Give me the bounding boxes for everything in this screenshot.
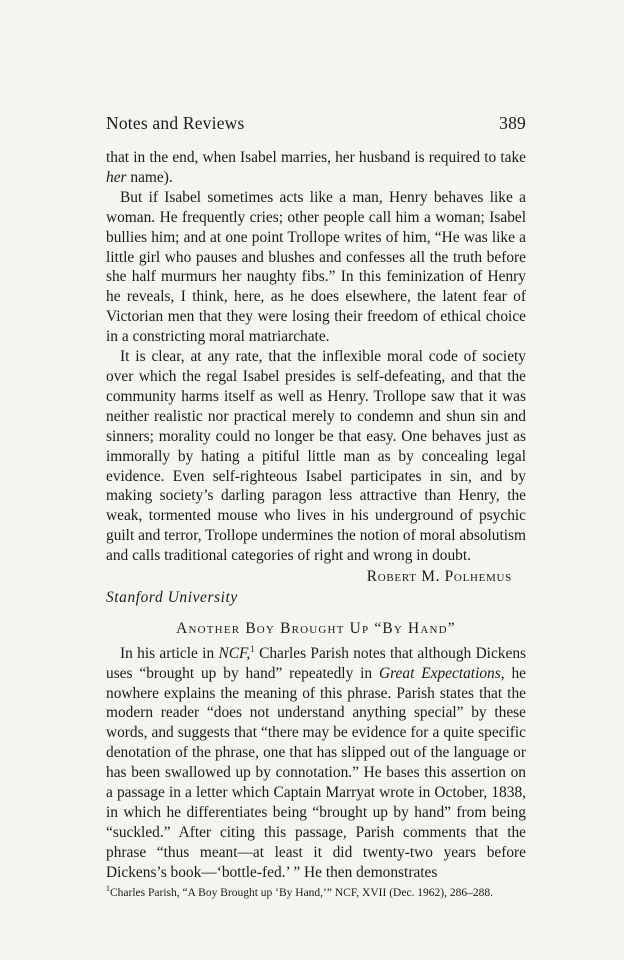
footnote-reference: 1: [250, 643, 255, 654]
paragraph: [106, 644, 526, 883]
page-number: 389: [499, 113, 526, 133]
paragraph-text: he nowhere explains the meaning of this phrase. Parish states that the modern reader “does not understand anything special” by these words, and suggests that “there may be evidence for a quite specific denotation of the phrase, one that has slipped out of the language or has been swallowed up by connotation.” He bases this assertion on a passage in a letter which Captain Marryat wrote in October, 1838, in which he differentiates being “brought up by hand” from being “suckled.” After citing this passage, Parish comments that the phrase “thus meant—at least it did twenty-two years before Dickens’s book—‘bottle-fed.’ ” He then demonstrates: [106, 664, 526, 881]
paragraph-continued: [106, 148, 526, 188]
author-affiliation: Stanford University: [106, 588, 238, 606]
paragraph: It is clear, at any rate, that the inflexible moral code of society over which the regal Isabel presides is self-defeating, and that the community harms itself as well as Henry. Trollope saw that it was neither realistic nor practical merely to condemn and shun sin and sinners; morality could no longer be that easy. One behaves just as immorally by hating a pitiful little man as by concealing legal evidence. Even self-righteous Isabel participates in sin, and by making society’s darling paragon less attractive than Henry, the weak, tormented mouse who lives in his underground of psychic guilt and terror, Trollope undermines the notion of moral absolutism and calls traditional categories of right and wrong in doubt.: [106, 348, 527, 565]
section-title: Another Boy Brought Up “By Hand”: [176, 619, 456, 637]
paragraph-text: name).: [126, 168, 173, 186]
author-signature: Robert M. Polhemus: [366, 568, 512, 586]
book-title: Great Expectations,: [379, 664, 505, 682]
paragraph-text: Charles Parish notes that although Dickens uses “brought up by hand” repeatedly in: [106, 644, 527, 682]
paragraph-text: In his article in: [120, 644, 219, 662]
running-head: Notes and Reviews: [106, 113, 245, 133]
body-text: [106, 148, 526, 900]
footnote: [106, 883, 526, 901]
journal-abbrev: NCF,: [218, 644, 251, 662]
paragraph-text: that in the end, when Isabel marries, her husband is required to take: [106, 149, 526, 166]
paragraph: But if Isabel sometimes acts like a man, Henry behaves like a woman. He frequently cries; other people call him a woman; Isabel bullies him; and at one point Trollope writes of him, “He was like a little girl who pauses and blushes and confesses all the truth before she half murmurs her naughty fibs.” In this feminization of Henry he reveals, I think, here, as he does elsewhere, the latent fear of Victorian men that they were losing their freedom of ethical choice in a constricting moral matriarchate.: [106, 188, 526, 346]
footnote-text: Charles Parish, “A Boy Brought up ‘By Hand,’” NCF, XVII (Dec. 1962), 286–288.: [110, 886, 494, 899]
emphasis: her: [106, 168, 127, 186]
footnote-mark: 1: [106, 883, 110, 893]
